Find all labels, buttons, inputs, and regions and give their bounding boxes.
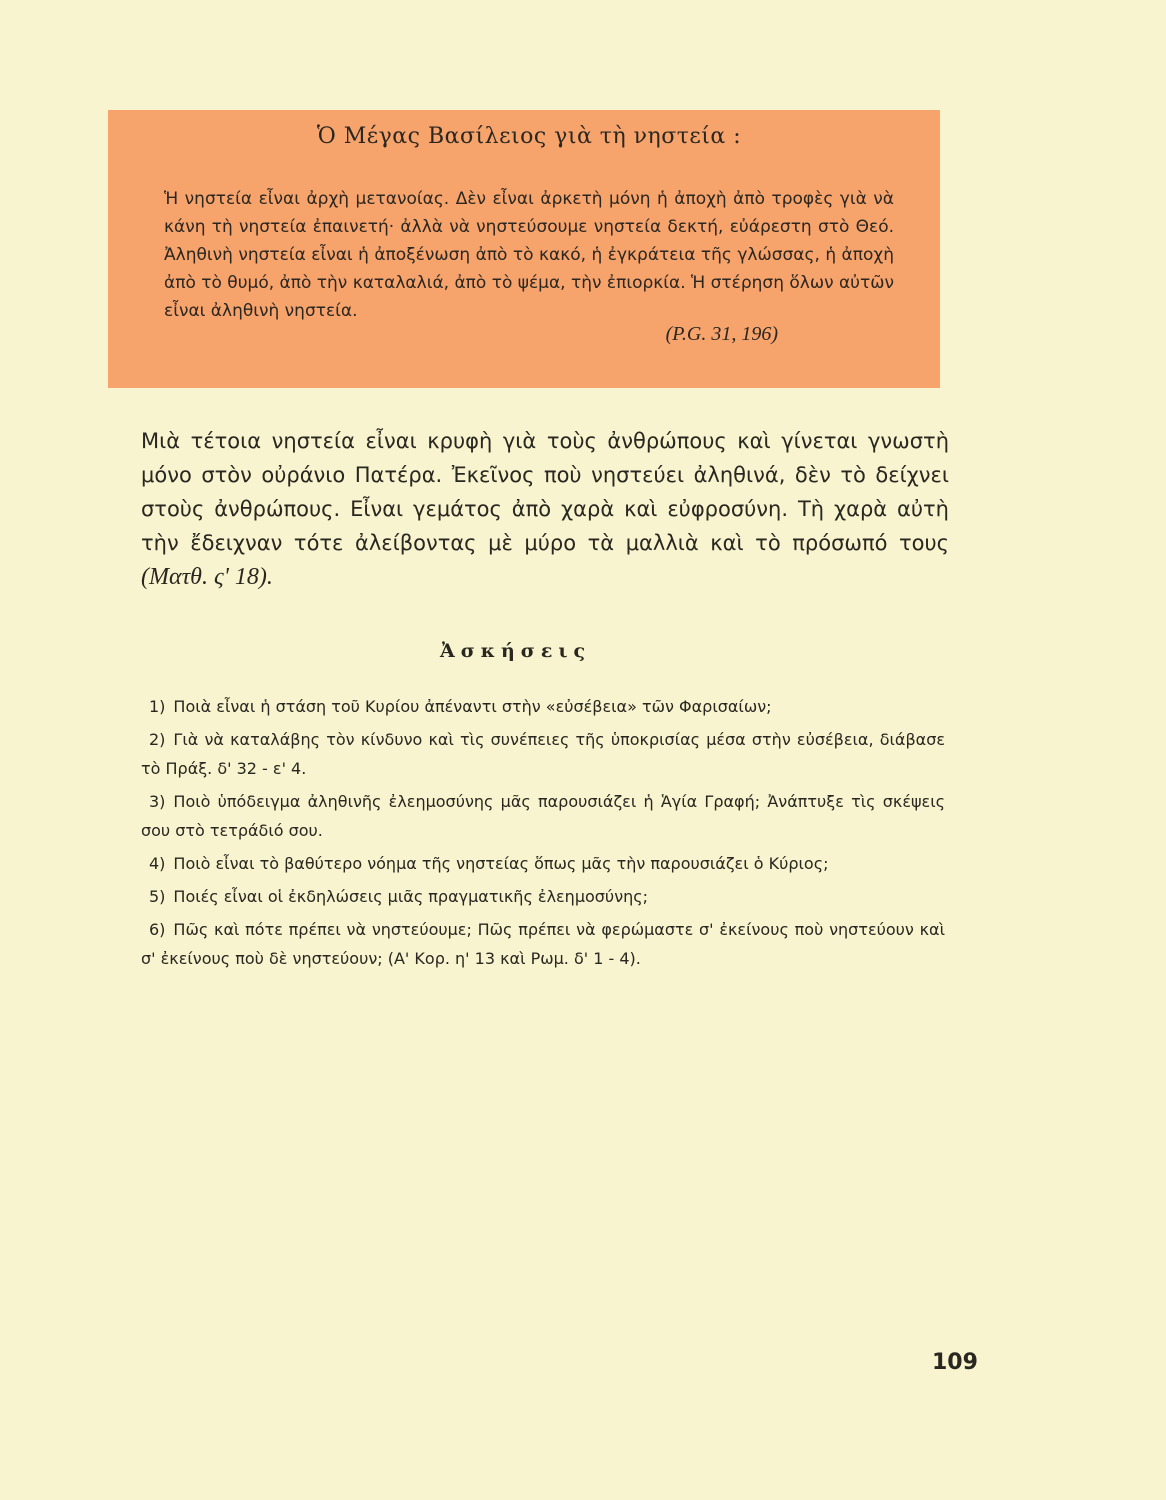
exercises-title: Ἀσκήσεις	[440, 640, 592, 662]
exercise-number: 1)	[149, 697, 166, 716]
exercise-number: 6)	[149, 920, 166, 939]
exercise-number: 4)	[149, 854, 166, 873]
exercise-item	[141, 849, 945, 878]
quote-body: Ἡ νηστεία εἶναι ἀρχὴ μετανοίας. Δὲν εἶναι ἀρκετὴ μόνη ἡ ἀποχὴ ἀπὸ τροφὲς γιὰ νὰ κάνη τὴ νηστεία ἐπαινετή· ἀλλὰ νὰ νηστεύσουμε νηστεία δεκτή, εὐάρεστη στὸ Θεό. Ἀληθινὴ νηστεία εἶναι ἡ ἀποξένωση ἀπὸ τὸ κακό, ἡ ἐγκράτεια τῆς γλώσσας, ἡ ἀποχὴ ἀπὸ τὸ θυμό, ἀπὸ τὴν καταλαλιά, ἀπὸ τὸ ψέμα, τὴν ἐπιορκία. Ἡ στέρηση ὅλων αὐτῶν εἶναι ἀληθινὴ νηστεία.	[164, 189, 894, 321]
exercise-number: 3)	[149, 792, 166, 811]
exercise-text: Ποιὸ εἶναι τὸ βαθύτερο νόημα τῆς νηστείας ὅπως μᾶς τὴν παρουσιάζει ὁ Κύριος;	[173, 854, 829, 873]
page-number: 109	[932, 1350, 978, 1375]
exercise-item	[141, 915, 945, 973]
exercise-text: Ποιές εἶναι οἱ ἐκδηλώσεις μιᾶς πραγματικῆς ἐλεημοσύνης;	[173, 887, 649, 906]
exercise-item	[141, 787, 945, 845]
exercise-item	[141, 692, 945, 721]
exercises-list	[141, 692, 945, 977]
exercise-item	[141, 725, 945, 783]
exercise-text: Γιὰ νὰ καταλάβης τὸν κίνδυνο καὶ τὶς συνέπειες τῆς ὑποκρισίας μέσα στὴν εὐσέβεια, διάβασε τὸ Πράξ. δ' 32 - ε' 4.	[141, 730, 945, 778]
main-paragraph-text: Μιὰ τέτοια νηστεία εἶναι κρυφὴ γιὰ τοὺς ἀνθρώπους καὶ γίνεται γνωστὴ μόνο στὸν οὐράνιο Πατέρα. Ἐκεῖνος ποὺ νηστεύει ἀληθινά, δὲν τὸ δείχνει στοὺς ἀνθρώπους. Εἶναι γεμάτος ἀπὸ χαρὰ καὶ εὐφροσύνη. Τὴ χαρὰ αὐτὴ τὴν ἔδειχναν τότε ἀλείβοντας μὲ μύρο τὰ μαλλιὰ καὶ τὸ πρόσωπό τους	[141, 429, 949, 555]
exercise-text: Ποιὰ εἶναι ἡ στάση τοῦ Κυρίου ἀπέναντι στὴν «εὐσέβεια» τῶν Φαρισαίων;	[173, 697, 772, 716]
quote-box	[108, 110, 940, 388]
quote-title: Ὁ Μέγας Βασίλειος γιὰ τὴ νηστεία :	[316, 124, 742, 149]
main-paragraph	[141, 424, 949, 594]
main-paragraph-reference: (Ματθ. ς' 18).	[141, 564, 273, 590]
exercise-text: Πῶς καὶ πότε πρέπει νὰ νηστεύουμε; Πῶς πρέπει νὰ φερώμαστε σ' ἐκείνους ποὺ νηστεύουν καὶ σ' ἐκείνους ποὺ δὲ νηστεύουν; (Α' Κορ. η' 13 καὶ Ρωμ. δ' 1 - 4).	[141, 920, 945, 968]
exercise-text: Ποιὸ ὑπόδειγμα ἀληθινῆς ἐλεημοσύνης μᾶς παρουσιάζει ἡ Ἁγία Γραφή; Ἀνάπτυξε τὶς σκέψεις σου στὸ τετράδιό σου.	[141, 792, 945, 840]
exercise-number: 2)	[149, 730, 166, 749]
exercise-number: 5)	[149, 887, 166, 906]
quote-source: (P.G. 31, 196)	[665, 323, 778, 345]
exercise-item	[141, 882, 945, 911]
